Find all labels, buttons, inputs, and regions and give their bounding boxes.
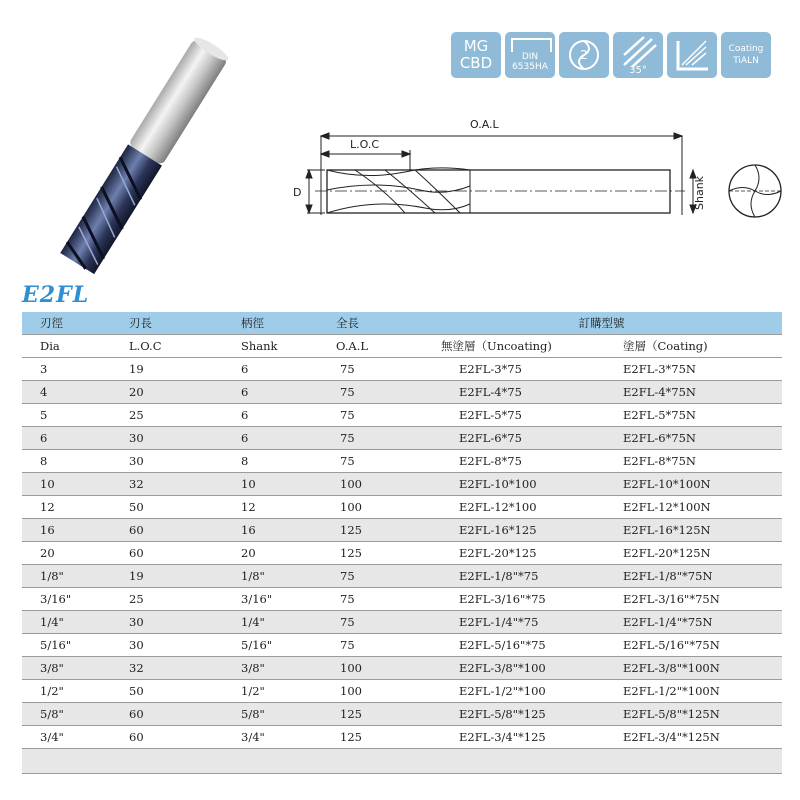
product-title: E2FL bbox=[22, 282, 90, 308]
cell-coating-part: E2FL-3/16"*75N bbox=[583, 588, 782, 611]
cell-loc: 60 bbox=[111, 703, 223, 726]
table-row bbox=[22, 703, 782, 726]
cell-loc: 30 bbox=[111, 450, 223, 473]
cell-oal: 75 bbox=[336, 404, 421, 427]
cell-coating-part: E2FL-4*75N bbox=[583, 381, 782, 404]
cell-coating-part: E2FL-3/8"*100N bbox=[583, 657, 782, 680]
end-mill-product-photo bbox=[10, 30, 280, 280]
cell-coating-part: E2FL-5*75N bbox=[583, 404, 782, 427]
cell-shank: 8 bbox=[223, 450, 336, 473]
header-loc: L.O.C bbox=[111, 335, 223, 358]
cell-coating-part: E2FL-5/16"*75N bbox=[583, 634, 782, 657]
cell-dia: 3/4" bbox=[22, 726, 111, 749]
table-row bbox=[22, 588, 782, 611]
table-empty-row bbox=[22, 749, 782, 774]
cell-loc: 20 bbox=[111, 381, 223, 404]
shank-label: Shank bbox=[693, 175, 706, 210]
table-row bbox=[22, 611, 782, 634]
table-row bbox=[22, 496, 782, 519]
cell-oal: 75 bbox=[336, 427, 421, 450]
header-loc-zh: 刃長 bbox=[111, 312, 223, 335]
cell-uncoating-part: E2FL-20*125 bbox=[421, 542, 583, 565]
cell-loc: 19 bbox=[111, 358, 223, 381]
material-badge bbox=[451, 32, 501, 78]
cell-shank: 20 bbox=[223, 542, 336, 565]
feature-badges bbox=[451, 32, 771, 80]
din-badge-line1: DIN bbox=[521, 52, 539, 62]
helix-icon bbox=[618, 35, 658, 69]
cell-oal: 100 bbox=[336, 657, 421, 680]
header-shank-zh: 柄徑 bbox=[223, 312, 336, 335]
table-row bbox=[22, 450, 782, 473]
header-coating: 塗層（Coating) bbox=[583, 335, 782, 358]
cell-dia: 1/2" bbox=[22, 680, 111, 703]
cell-loc: 30 bbox=[111, 634, 223, 657]
cell-coating-part: E2FL-5/8"*125N bbox=[583, 703, 782, 726]
table-group-header-row bbox=[22, 312, 782, 335]
cell-uncoating-part: E2FL-5/8"*125 bbox=[421, 703, 583, 726]
coating-badge-line1: Coating bbox=[728, 44, 764, 54]
cell-oal: 100 bbox=[336, 496, 421, 519]
cell-loc: 30 bbox=[111, 611, 223, 634]
cell-uncoating-part: E2FL-16*125 bbox=[421, 519, 583, 542]
cell-dia: 5 bbox=[22, 404, 111, 427]
table-row bbox=[22, 519, 782, 542]
cell-uncoating-part: E2FL-3/8"*100 bbox=[421, 657, 583, 680]
cell-coating-part: E2FL-12*100N bbox=[583, 496, 782, 519]
cell-uncoating-part: E2FL-1/2"*100 bbox=[421, 680, 583, 703]
cell-oal: 75 bbox=[336, 358, 421, 381]
cell-dia: 20 bbox=[22, 542, 111, 565]
spec-table-container bbox=[22, 312, 782, 774]
cell-uncoating-part: E2FL-3/4"*125 bbox=[421, 726, 583, 749]
cell-coating-part: E2FL-1/4"*75N bbox=[583, 611, 782, 634]
cell-uncoating-part: E2FL-8*75 bbox=[421, 450, 583, 473]
flute-count-badge bbox=[559, 32, 609, 78]
cell-oal: 100 bbox=[336, 680, 421, 703]
cell-loc: 50 bbox=[111, 680, 223, 703]
technical-drawing bbox=[285, 110, 800, 235]
table-row bbox=[22, 358, 782, 381]
table-column-header-row bbox=[22, 335, 782, 358]
flute-count: 2 bbox=[580, 48, 588, 62]
material-badge-line1: MG bbox=[463, 37, 489, 55]
cell-shank: 6 bbox=[223, 404, 336, 427]
header-shank: Shank bbox=[223, 335, 336, 358]
cell-coating-part: E2FL-10*100N bbox=[583, 473, 782, 496]
cell-dia: 1/8" bbox=[22, 565, 111, 588]
cell-coating-part: E2FL-16*125N bbox=[583, 519, 782, 542]
cell-dia: 1/4" bbox=[22, 611, 111, 634]
spec-table bbox=[22, 312, 782, 774]
cell-shank: 3/8" bbox=[223, 657, 336, 680]
header-uncoating: 無塗層（Uncoating) bbox=[421, 335, 583, 358]
header-oal-zh: 全長 bbox=[336, 312, 421, 335]
helix-angle-badge bbox=[613, 32, 663, 78]
cell-dia: 3/8" bbox=[22, 657, 111, 680]
table-row bbox=[22, 657, 782, 680]
shank-outline-icon bbox=[511, 38, 552, 52]
table-row bbox=[22, 680, 782, 703]
cell-loc: 60 bbox=[111, 519, 223, 542]
cell-oal: 75 bbox=[336, 611, 421, 634]
loc-label: L.O.C bbox=[350, 138, 380, 151]
cell-uncoating-part: E2FL-5*75 bbox=[421, 404, 583, 427]
cell-coating-part: E2FL-3/4"*125N bbox=[583, 726, 782, 749]
table-row bbox=[22, 565, 782, 588]
cell-shank: 3/4" bbox=[223, 726, 336, 749]
cell-oal: 75 bbox=[336, 450, 421, 473]
cell-dia: 4 bbox=[22, 381, 111, 404]
din-badge-line2: 6535HA bbox=[512, 62, 548, 72]
cell-uncoating-part: E2FL-3*75 bbox=[421, 358, 583, 381]
cell-oal: 75 bbox=[336, 565, 421, 588]
cell-shank: 1/8" bbox=[223, 565, 336, 588]
cell-uncoating-part: E2FL-5/16"*75 bbox=[421, 634, 583, 657]
cell-loc: 50 bbox=[111, 496, 223, 519]
cell-loc: 60 bbox=[111, 542, 223, 565]
table-row bbox=[22, 542, 782, 565]
oal-label: O.A.L bbox=[470, 118, 499, 131]
cell-shank: 16 bbox=[223, 519, 336, 542]
header-order-number-zh: 訂購型號 bbox=[421, 312, 782, 335]
cell-shank: 6 bbox=[223, 427, 336, 450]
cell-oal: 125 bbox=[336, 542, 421, 565]
cell-shank: 5/8" bbox=[223, 703, 336, 726]
cell-uncoating-part: E2FL-4*75 bbox=[421, 381, 583, 404]
cell-dia: 12 bbox=[22, 496, 111, 519]
header-oal: O.A.L bbox=[336, 335, 421, 358]
cell-loc: 25 bbox=[111, 588, 223, 611]
cell-loc: 19 bbox=[111, 565, 223, 588]
helix-angle: 35° bbox=[629, 65, 647, 76]
cell-uncoating-part: E2FL-10*100 bbox=[421, 473, 583, 496]
square-corner-icon bbox=[670, 35, 714, 75]
cell-coating-part: E2FL-1/8"*75N bbox=[583, 565, 782, 588]
cell-loc: 30 bbox=[111, 427, 223, 450]
cell-oal: 125 bbox=[336, 726, 421, 749]
cell-shank: 5/16" bbox=[223, 634, 336, 657]
din-standard-badge bbox=[505, 32, 555, 78]
cell-coating-part: E2FL-8*75N bbox=[583, 450, 782, 473]
cell-coating-part: E2FL-1/2"*100N bbox=[583, 680, 782, 703]
cell-uncoating-part: E2FL-1/4"*75 bbox=[421, 611, 583, 634]
cell-loc: 60 bbox=[111, 726, 223, 749]
table-row bbox=[22, 634, 782, 657]
cell-shank: 10 bbox=[223, 473, 336, 496]
cell-coating-part: E2FL-3*75N bbox=[583, 358, 782, 381]
cell-oal: 125 bbox=[336, 703, 421, 726]
cell-loc: 32 bbox=[111, 473, 223, 496]
table-empty-cell bbox=[22, 749, 782, 774]
cell-oal: 75 bbox=[336, 381, 421, 404]
cell-dia: 5/16" bbox=[22, 634, 111, 657]
cell-dia: 5/8" bbox=[22, 703, 111, 726]
cell-dia: 3 bbox=[22, 358, 111, 381]
table-row bbox=[22, 473, 782, 496]
diameter-label: D bbox=[293, 186, 302, 199]
spec-table-body bbox=[22, 358, 782, 774]
square-end-badge bbox=[667, 32, 717, 78]
header-dia: Dia bbox=[22, 335, 111, 358]
cell-oal: 100 bbox=[336, 473, 421, 496]
coating-badge bbox=[721, 32, 771, 78]
cell-dia: 6 bbox=[22, 427, 111, 450]
cell-shank: 1/4" bbox=[223, 611, 336, 634]
cell-loc: 25 bbox=[111, 404, 223, 427]
table-row bbox=[22, 726, 782, 749]
material-badge-line2: CBD bbox=[459, 54, 493, 72]
cell-shank: 12 bbox=[223, 496, 336, 519]
cell-loc: 32 bbox=[111, 657, 223, 680]
cell-uncoating-part: E2FL-12*100 bbox=[421, 496, 583, 519]
cell-dia: 8 bbox=[22, 450, 111, 473]
table-row bbox=[22, 404, 782, 427]
cell-oal: 75 bbox=[336, 634, 421, 657]
cell-oal: 125 bbox=[336, 519, 421, 542]
cell-oal: 75 bbox=[336, 588, 421, 611]
cell-shank: 3/16" bbox=[223, 588, 336, 611]
cell-uncoating-part: E2FL-3/16"*75 bbox=[421, 588, 583, 611]
cell-dia: 10 bbox=[22, 473, 111, 496]
cell-shank: 6 bbox=[223, 358, 336, 381]
table-row bbox=[22, 381, 782, 404]
cell-coating-part: E2FL-20*125N bbox=[583, 542, 782, 565]
coating-badge-line2: TiALN bbox=[733, 56, 759, 66]
cell-coating-part: E2FL-6*75N bbox=[583, 427, 782, 450]
cell-uncoating-part: E2FL-6*75 bbox=[421, 427, 583, 450]
cell-dia: 3/16" bbox=[22, 588, 111, 611]
table-row bbox=[22, 427, 782, 450]
cell-shank: 1/2" bbox=[223, 680, 336, 703]
cell-shank: 6 bbox=[223, 381, 336, 404]
cell-uncoating-part: E2FL-1/8"*75 bbox=[421, 565, 583, 588]
cell-dia: 16 bbox=[22, 519, 111, 542]
header-dia-zh: 刃徑 bbox=[22, 312, 111, 335]
